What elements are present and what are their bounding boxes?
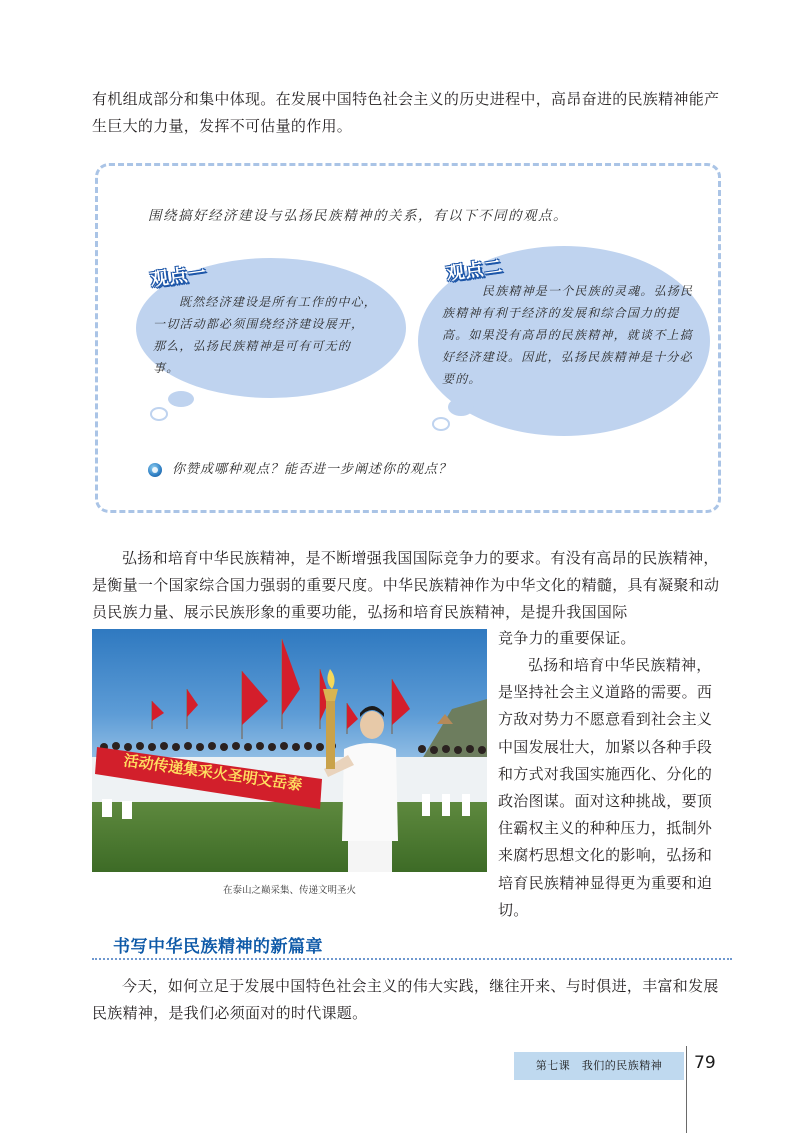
question-bullet-icon bbox=[148, 463, 162, 477]
view-one-label: 观点一 bbox=[149, 262, 209, 291]
section-heading: 书写中华民族精神的新篇章 bbox=[113, 937, 323, 957]
discussion-question: 你赞成哪种观点？能否进一步阐述你的观点？ bbox=[172, 462, 453, 477]
discussion-prompt: 围绕搞好经济建设与弘扬民族精神的关系，有以下不同的观点。 bbox=[148, 208, 568, 224]
bearer-shirt bbox=[342, 743, 398, 841]
thought-puff bbox=[168, 391, 194, 407]
banner-text: 活动传递集采火圣明文岳泰 bbox=[122, 751, 304, 795]
discussion-box bbox=[95, 163, 721, 513]
torch-relay-photo bbox=[92, 629, 487, 872]
body-paragraph-2: 弘扬和培育中华民族精神，是坚持社会主义道路的需要。西方敌对势力不愿意看到社会主义中国发展壮大，加紧以各种手段和方式对我国实施西化、分化的政治图谋。面对这种挑战，要顶住霸权主义的种种压力，抵制外来腐朽思想文化的影响，弘扬和培育民族精神显得更为重要和迫切。 bbox=[498, 656, 713, 919]
torch-handle bbox=[326, 699, 335, 769]
footer-rule bbox=[686, 1046, 687, 1133]
torch-flame bbox=[327, 669, 334, 689]
body-paragraph-1-end: 竞争力的重要保证。 bbox=[498, 629, 636, 647]
thought-puff bbox=[448, 398, 474, 416]
lesson-tag bbox=[514, 1052, 684, 1080]
section-divider bbox=[92, 958, 732, 960]
thought-puff bbox=[150, 407, 168, 421]
photo-caption: 在泰山之巅采集、传递文明圣火 bbox=[222, 885, 356, 896]
bearer-face bbox=[360, 711, 384, 739]
view-one-text: 既然经济建设是所有工作的中心，一切活动都必须围绕经济建设展开，那么，弘扬民族精神是可有可无的事。 bbox=[153, 295, 378, 375]
page-number: 79 bbox=[694, 1053, 716, 1073]
view-two-text: 民族精神是一个民族的灵魂。弘扬民族精神有利于经济的发展和综合国力的提高。如果没有高昂的民族精神，就谈不上搞好经济建设。因此，弘扬民族精神是十分必要的。 bbox=[442, 284, 694, 386]
photo-illustration bbox=[92, 629, 487, 872]
view-two-label: 观点二 bbox=[445, 256, 505, 285]
section-paragraph: 今天，如何立足于发展中国特色社会主义的伟大实践，继往开来、与时俱进，丰富和发展民族精神，是我们必须面对的时代课题。 bbox=[92, 977, 719, 1022]
lesson-label: 第七课 我们的民族精神 bbox=[535, 1059, 663, 1072]
bearer-legs bbox=[348, 839, 392, 872]
body-paragraph-1: 弘扬和培育中华民族精神，是不断增强我国国际竞争力的要求。有没有高昂的民族精神，是衡量一个国家综合国力强弱的重要尺度。中华民族精神作为中华文化的精髓，具有凝聚和动员民族力量、展示民族形象的重要功能，弘扬和培育民族精神，是提升我国国际 bbox=[92, 549, 720, 621]
intro-paragraph: 有机组成部分和集中体现。在发展中国特色社会主义的历史进程中，高昂奋进的民族精神能产生巨大的力量，发挥不可估量的作用。 bbox=[92, 90, 720, 135]
thought-puff bbox=[432, 417, 450, 431]
